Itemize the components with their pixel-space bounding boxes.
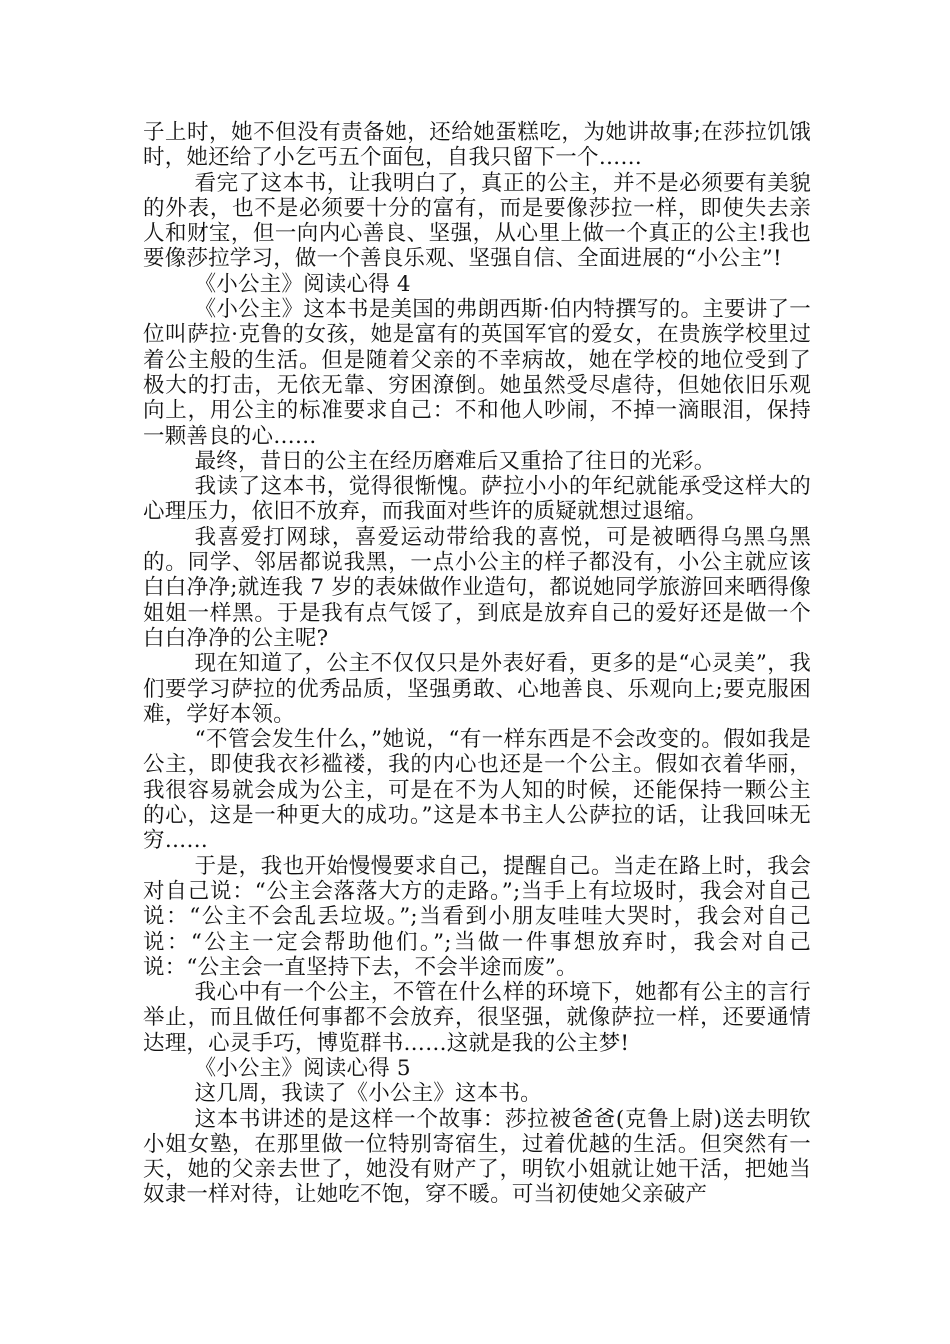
paragraph: 最终，昔日的公主在经历磨难后又重拾了往日的光彩。 [194,448,716,474]
paragraph: 现在知道了，公主不仅仅只是外表好看，更多的是“心灵美”，我们要学习萨拉的优秀品质，坚强勇敢、心地善良、乐观向上;要克服困难，学好本领。 [143,651,811,727]
paragraph: 这本书讲述的是这样一个故事：莎拉被爸爸(克鲁上尉)送去明钦小姐女塾，在那里做一位特别寄宿生，过着优越的生活。但突然有一天，她的父亲去世了，她没有财产了，明钦小姐就让她干活，把她当奴隶一样对待，让她吃不饱，穿不暖。可当初使她父亲破产 [143,1106,811,1208]
paragraph: “不管会发生什么，”她说，“有一样东西是不会改变的。假如我是公主，即使我衣衫褴褛，我的内心也还是一个公主。假如衣着华丽，我很容易就会成为公主，可是在不为人知的时候，还能保持一颗公主的心，这是一种更大的成功。”这是本书主人公萨拉的话，让我回味无穷…… [143,727,811,854]
paragraph: 于是，我也开始慢慢要求自己，提醒自己。当走在路上时，我会对自己说：“公主会落落大方的走路。”;当手上有垃圾时，我会对自己说：“公主不会乱丢垃圾。”;当看到小朋友哇哇大哭时，我会对自己说：“公主一定会帮助他们。”;当做一件事想放弃时，我会对自己说：“公主会一直坚持下去，不会半途而废”。 [143,853,811,980]
paragraph-continued: 子上时，她不但没有责备她，还给她蛋糕吃，为她讲故事;在莎拉饥饿时，她还给了小乞丐五个面包，自我只留下一个…… [143,120,811,171]
paragraph: 《小公主》这本书是美国的弗朗西斯·伯内特撰写的。主要讲了一位叫萨拉·克鲁的女孩，她是富有的英国军官的爱女，在贵族学校里过着公主般的生活。但是随着父亲的不幸病故，她在学校的地位受到了极大的打击，无依无靠、穷困潦倒。她虽然受尽虐待，但她依旧乐观向上，用公主的标准要求自己：不和他人吵闹，不掉一滴眼泪，保持一颗善良的心…… [143,297,811,449]
paragraph: 我心中有一个公主，不管在什么样的环境下，她都有公主的言行举止，而且做任何事都不会放弃，很坚强，就像萨拉一样，还要通情达理，心灵手巧，博览群书……这就是我的公主梦! [143,980,811,1056]
paragraph: 我喜爱打网球，喜爱运动带给我的喜悦，可是被晒得乌黑乌黑的。同学、邻居都说我黑，一点小公主的样子都没有，小公主就应该白白净净;就连我 7 岁的表妹做作业造句，都说她同学旅游回来晒得像姐姐一样黑。于是我有点气馁了，到底是放弃自己的爱好还是做一个白白净净的公主呢? [143,524,811,651]
section-heading: 《小公主》阅读心得 5 [194,1055,411,1081]
document-body [143,120,811,1208]
paragraph: 看完了这本书，让我明白了，真正的公主，并不是必须要有美貌的外表，也不是必须要十分的富有，而是要像莎拉一样，即使失去亲人和财宝，但一向内心善良、坚强，从心里上做一个真正的公主!我也要像莎拉学习，做一个善良乐观、坚强自信、全面进展的“小公主”! [143,170,811,272]
paragraph: 我读了这本书，觉得很惭愧。萨拉小小的年纪就能承受这样大的心理压力，依旧不放弃，而我面对些许的质疑就想过退缩。 [143,474,811,525]
section-heading: 《小公主》阅读心得 4 [194,271,411,297]
paragraph: 这几周，我读了《小公主》这本书。 [194,1081,542,1107]
